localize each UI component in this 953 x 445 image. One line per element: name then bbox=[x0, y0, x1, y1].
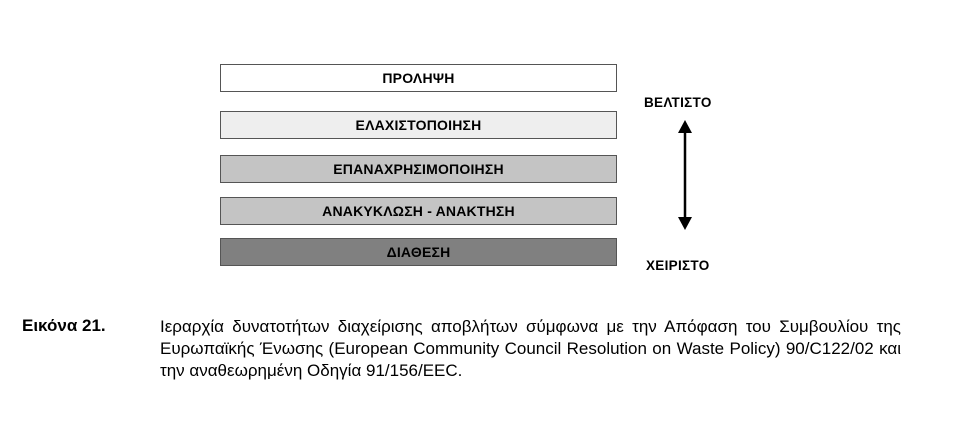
figure-caption-text: Ιεραρχία δυνατοτήτων διαχείρισης αποβλήτων σύμφωνα με την Απόφαση του Συμβουλίου της Ευρωπαϊκής Ένωσης (European Community Council Resolution on Waste Policy) 90/C122/02 και την αναθεωρημένη Οδηγία 91/156/EEC. bbox=[160, 317, 901, 380]
level-label: ΠΡΟΛΗΨΗ bbox=[382, 70, 455, 86]
level-label: ΔΙΑΘΕΣΗ bbox=[386, 244, 451, 260]
double-headed-arrow-icon bbox=[672, 120, 698, 230]
best-label: ΒΕΛΤΙΣΤΟ bbox=[644, 95, 712, 110]
level-disposal bbox=[220, 238, 617, 266]
level-recycling-recovery bbox=[220, 197, 617, 225]
level-label: ΕΛΑΧΙΣΤΟΠΟΙΗΣΗ bbox=[355, 117, 482, 133]
level-prevention bbox=[220, 64, 617, 92]
worst-label: ΧΕΙΡΙΣΤΟ bbox=[646, 258, 710, 273]
level-minimization bbox=[220, 111, 617, 139]
level-label: ΕΠΑΝΑΧΡΗΣΙΜΟΠΟΙΗΣΗ bbox=[333, 161, 504, 177]
level-label: ΑΝΑΚΥΚΛΩΣΗ - ΑΝΑΚΤΗΣΗ bbox=[322, 203, 515, 219]
figure-caption-label: Εικόνα 21. bbox=[22, 316, 106, 335]
level-reuse bbox=[220, 155, 617, 183]
